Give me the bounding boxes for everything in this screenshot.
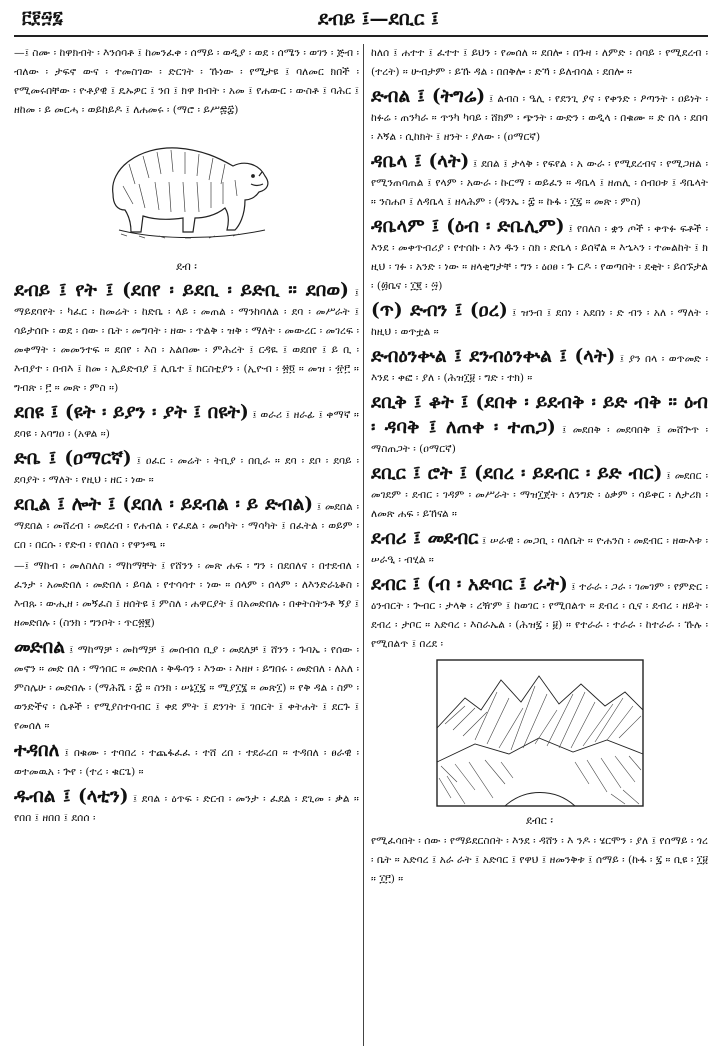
dictionary-entry [371, 461, 708, 524]
page-header [0, 0, 718, 44]
headword: ደቢቅ ፤ ቆት ፤ (ደበቀ ፡ ይደብቅ ፡ ይድ ብቅ ። ዕብ ፡ ዳባቅ ፤ ለጠቀ ፡ ተጠጋ) [371, 392, 708, 438]
entry-text: ፤ ልብስ ፡ ዔሊ ፡ የደንጊ ያና ፡ የቀንድ ፡ ዖጣንት ፡ ዐይነት ፡ ከፉሬ ፡ ጠንካራ ። ጥንካ ካባይ ፡ ሸክም ፡ ጭንት ፡ ውድን ፡ ወዲላ ፡ በቁሙ ። ድ በላ ፡ ደበባ ፡ እኝል ፡ ሲከክት ፤ ዘንት ፡ ያለው ፡ (ዐማርኛ) [371, 93, 708, 143]
dictionary-entry [14, 446, 359, 490]
dictionary-entry [371, 149, 708, 212]
headword: ደብይ ፤ የት ፤ (ደበየ ፡ ይደቢ ፡ ይድቢ ። ደበወ) [14, 280, 349, 301]
headword: ዱብል ፤ (ላቲን) [14, 786, 129, 807]
headword: ተዳበለ [14, 740, 60, 761]
headword: ደቢር ፤ ሮት ፤ (ደበረ ፡ ይደብር ፡ ይድ ብር) [371, 463, 663, 484]
entry-text: ፤ ያን በላ ፡ ወጥመድ ፡ እንደ ፡ ቀፎ ፡ ያለ ፡ (ሕዝ፲፱ ፡ ግድ ፡ ተክ) ። [371, 353, 708, 384]
entry-text: ፤ በቁሙ ፡ ተባበረ ፡ ተጨፋፈፈ ፡ ተሸ ረበ ፡ ተደራረበ ። ተዳበለ ፡ ፀራዊ ፡ ወተመዉአ ፡ ጕየ ፡ (ተረ ፡ ቁርጌ) ። [14, 747, 359, 778]
bear-illustration [14, 124, 359, 258]
entry-text: ፤ ዐፈር ፡ መሬት ፡ ትቢያ ፡ በቢራ ። ደባ ፡ ደቦ ፡ ደባይ ፡ ደባያት ፡ ማለት ፡ የዚህ ፡ ዘር ፡ ነው ። [14, 455, 359, 486]
dictionary-entry [14, 738, 359, 782]
headword: ደበዩ ፤ (ዩት ፡ ይያን ፡ ያት ፤ በዩት) [14, 402, 249, 423]
entry-text: የሚፈሳበት ፡ ሰው ፡ የማይደርስበት ፡ እንደ ፡ ዳሸን ፡ እ ንዶ ፡ ሄርሞን ፡ ያለ ፤ የሰማይ ፡ ጎረ ፡ ቤት ። አድባረ ፤ አራ ራት ፤ አድባር ፤ የዋህ ፤ ዘመንቅቱ ፤ ሰማይ ፡ (ኩፋ ፡ ፯ ። ቢዩ ፡ ፲፱ ። ፲፫) ። [371, 835, 708, 885]
headword: ደብሪ ፤ መደብር [371, 528, 479, 549]
dictionary-entry [14, 400, 359, 444]
dictionary-entry [14, 784, 359, 828]
entry-text: ፤ ደበል ፤ ታላቅ ፡ የፍየል ፡ አ ውራ ፡ የሚደረብና ፡ የሚጋዘል ፡ የሚንጠባጠል ፤ የላም ፡ አውራ ፡ ኩርማ ፡ ወይፈን ። ዳቤላ ፤ ዘጠሊ ፡ ሰብዐቱ ፤ ዳቤላት ። ንስሐቦ ፤ ለዳቤላ ፤ ዘላሕም ፡ (ዳንኤ ፡ ፰ ። ኩፋ ፡ ፲፯ ። መጽ ፡ ምስ) [371, 158, 708, 208]
headword: ደብር ፤ (ብ ፡ አድባር ፤ ራት) [371, 574, 568, 595]
entry-text: ፤ ማይደባየት ፡ ካፈር ፡ ከመሬት ፡ ከድቤ ፡ ላይ ፡ መጠል ፡ ማንከባለል ፡ ደባ ፡ መሥራት ፤ ሳይታሰቡ ፡ ወደ ፡ ሰው ፡ ቤት ፡ መግባት ፡ ዘው ፡ ጥልቅ ፡ ዝቅ ፡ ማለት ፡ መውረር ፡ መገረፍ ፡ መቀማት ፡ መመንተፍ ። ደበየ ፡ እስ ፡ አልበሙ ፡ ምሕረት ፤ ርዳዪ ፤ ወደበየ ፤ ይ ቢ ፡ እብያተ ፡ በብእ ፤ ከመ ፡ ኢይድብያ ፤ ሊቤተ ፤ ክርስቲያን ፡ (ኢዮብ ፡ ፳፬ ። መዝ ፡ ፹፫ ። ግብጽ ፡ ፫ ። መጽ ፡ ምስ ።) [14, 287, 359, 394]
entry-text: ፤ ሠራዊ ፡ መጋቢ ፡ ባለቤት ። ዮሐንስ ፡ መደብር ፡ ዘውእቱ ፡ ሠራዒ ፡ ብሂል ። [371, 535, 708, 566]
dictionary-entry [371, 526, 708, 570]
headword: ዳቤላም ፤ (ዕብ ፡ ድቤሊም) [371, 216, 565, 237]
entry-text: ፤ ማከማቻ ፡ መከማቻ ፤ መሰብሰ ቢያ ፡ መደለቻ ፤ ሸንን ፡ ጉባኤ ፡ የሰው ፡ መኖን ። መድ በለ ፡ ማኅበር ። መድበለ ፡ ቅዱሳን ፡ እንው ፡ እዘዞ ፡ ይግበሩ ፡ መድበለ ፡ ለአለ ፡ ምስሌሁ ፡ መድበሉ ፡ (ማሕሼ ፡ ፰ ። ስንክ ፡ ሠኔ፲፯ ። ሚያ፲፮ ። መጽ፲) ። የቅ ዳል ፡ ስም ፡ ወንድችና ፡ ሴቶች ፡ የሚያስተባብር ፤ ቀደ ምት ፤ ደንገት ፤ ገበርት ፤ ቀትሐት ፤ ደርጉ ፤ የመሰለ ። [14, 644, 359, 732]
entry-text: ፤ መደበል ፡ ማደበል ፡ መሸረብ ፡ መደረብ ፡ የሐብል ፡ የፈደል ፡ መሰካት ፡ ማሳካት ፤ በፈትል ፡ ወይም ፡ ርበ ፡ በርሱ ፡ የድብ ፡ የበለስ ፡ የዋንጫ ። [14, 501, 359, 551]
header-rule [14, 35, 708, 37]
dictionary-entry [14, 635, 359, 736]
running-title: ደብይ ፤—ደቢር ፤ [318, 8, 439, 30]
column-divider [363, 44, 364, 1046]
figure-caption: ደብ ፡ [176, 260, 197, 273]
right-column [371, 44, 708, 1050]
headword: ድብዕንቍል ፤ ደንብዕንቍል ፤ (ላት) [371, 346, 616, 367]
dictionary-entry [14, 557, 359, 633]
dictionary-entry [371, 344, 708, 388]
mountain-illustration [371, 658, 708, 812]
entry-text: ፤ ዝንብ ፤ ደበነ ፡ አደበነ ፡ ድ ብን ፡ አለ ፡ ማለት ፡ ከዚህ ፡ ወጥቷል ። [371, 307, 708, 338]
dictionary-entry [14, 44, 359, 120]
entry-text: ከለሰ ፤ ሐተተ ፤ ፈተተ ፤ ይህን ፡ የመሰለ ። ደበሎ ፡ በጉዛ ፡ ለምድ ፡ ሰባይ ፡ የሚደረብ ፡ (ተረት) ። ሁብታም ፡ ይኹ ዳል ፡ በበቅሎ ፡ ድኻ ፡ ይለብሳል ፡ ደበሎ ። [371, 47, 708, 78]
entry-text: —፤ ማከብ ፡ መለስለስ ፡ ማከማቸት ፤ የሸንን ፡ መጽ ሐፍ ፡ ግን ፡ በደበለና ፡ በተደብለ ፡ ፈንታ ፡ አመድበለ ፡ መድበለ ፡ ይባል ፡ የተሳሳተ ፡ ነው ። ሰላም ፡ ሰላም ፡ ለእንድራኒቆስ ፡ እብጹ ፡ ውሒዘ ፡ መኝፈስ ፤ ዘሰትዩ ፤ ምስለ ፡ ሐዋርያት ፤ በአመድበሉ ፡ በቀትስትንቶ ኝያ ፤ ዘመድበሉ ፡ (ስንክ ፡ ግንቦት ፡ ጥር፳፪) [14, 560, 359, 629]
entry-text: ፤ የበለስ ፡ ቋን ጦች ፡ ቀጥፉ ፍቶች ፡ እንደ ፡ መቀጥብሪያ ፡ የተሰኩ ፡ እን ዱን ፡ ስክ ፡ ድቤላ ፡ ይሰኛል ። እኄኣን ፡ ተመልከት ፤ ክ ዚህ ፡ ገፉ ፡ አንድ ፡ ነው ። ዘላቂግታቸ ፡ ግን ፡ ዕዐፀ ፡ ጉ ርዶ ፡ የወጣበት ፡ ደቂት ፡ ይሰኙታል ፡ (፴ቤና ፡ ፲፪ ፡ ፵) [371, 223, 708, 292]
headword: (ጥ) ድብን ፤ (ዐረ) [371, 300, 508, 321]
dictionary-entry [14, 278, 359, 398]
headword: ደቢል ፤ ሎት ፤ (ደበለ ፡ ይደብል ፡ ይ ድብል) [14, 494, 314, 515]
entry-text: ፤ ወራሪ ፤ ዘራፊ ፤ ቀማኛ ። ደባዩ ፡ አባግዐ ፡ (አዋል ።) [14, 409, 359, 440]
headword: ድብል ፤ (ትግሬ) [371, 86, 486, 107]
entry-text: ፤ መደበር ፡ መገደም ፡ ደብር ፡ ገዳም ፡ መሥራት ፡ ማዝ፲ጀት ፡ ለንግድ ፡ ዕቃም ፡ ሳይቀር ፡ ለታሪክ ፡ ለመጽ ሐፍ ፡ ይኸናል ። [371, 470, 708, 520]
dictionary-entry [371, 44, 708, 82]
dictionary-entry [371, 572, 708, 654]
dictionary-entry [14, 492, 359, 555]
entry-text: ፤ ተራራ ፡ ጋራ ፡ ገመገም ፡ የምድር ፡ ዕንብርት ፡ ጕብር ፡ ታላቅ ፡ ረዥም ፤ ከወገር ፡ የሚበልጥ ። ደብረ ፡ ሲና ፡ ደብረ ፡ ዘይት ፡ ደብረ ፡ ታቦር ። አድባረ ፡ እስራኤል ፡ (ሕዝ፯ ፡ ፱) ። የተራራ ፡ ተራራ ፡ ከተራራ ፡ ኹሉ ፡ የሚበልጥ ፤ በረደ ፡ [371, 581, 708, 650]
dictionary-entry [371, 214, 708, 296]
entry-text: ፤ መደበቅ ፡ መደባበቅ ፤ መሸጕጥ ፡ ማስጠጋት ፡ (ዐማርኛ) [371, 424, 708, 455]
entry-text: —፤ ስሙ ፡ ከዋክብት ፡ እንሰባቶ ፤ ከመንፈቀ ፡ ሰማይ ፡ ወዲያ ፡ ወደ ፡ ሰሜን ፡ ወገን ፡ ጅብ ፡ ብለው ፡ ታፍኖ ውና ፡ ተመስገው ፡ ድርገት ፡ ኹነው ፡ የሚታዩ ፤ ባለመር ክበች ፡ የሚመሩበቸው ፡ ዮቶያዊ ፤ ዴኡዎር ፤ ንበ ፤ ክዋ ክብት ፡ አመ ፤ የሐውር ፡ ውስቶ ፤ ባሕር ፤ ዘከመ ፡ ይ መርሓ ፡ ወይከይዶ ፤ ለሐመሩ ፡ (ማሮ ፡ ይሥ፷፰) [14, 47, 359, 116]
headword: ድቤ ፤ (ዐማርኛ) [14, 448, 132, 469]
headword: መድበል [14, 637, 65, 658]
left-column [14, 44, 359, 1050]
page-number: ፫፻፵፯ [22, 8, 63, 28]
dictionary-entry [371, 84, 708, 147]
dictionary-entry [371, 390, 708, 459]
figure-caption: ደብር ፡ [526, 814, 553, 827]
headword: ዳቤላ ፤ (ላት) [371, 151, 470, 172]
dictionary-entry [371, 832, 708, 889]
entry-text: ፤ ደባል ፡ ዕጥፍ ፡ ድርብ ፡ መንታ ፡ ፈደል ፡ ደጊመ ፡ ቃል ። የበበ ፤ ዘበበ ፤ ደሰሰ ፡ [14, 793, 359, 824]
dictionary-entry [371, 298, 708, 342]
